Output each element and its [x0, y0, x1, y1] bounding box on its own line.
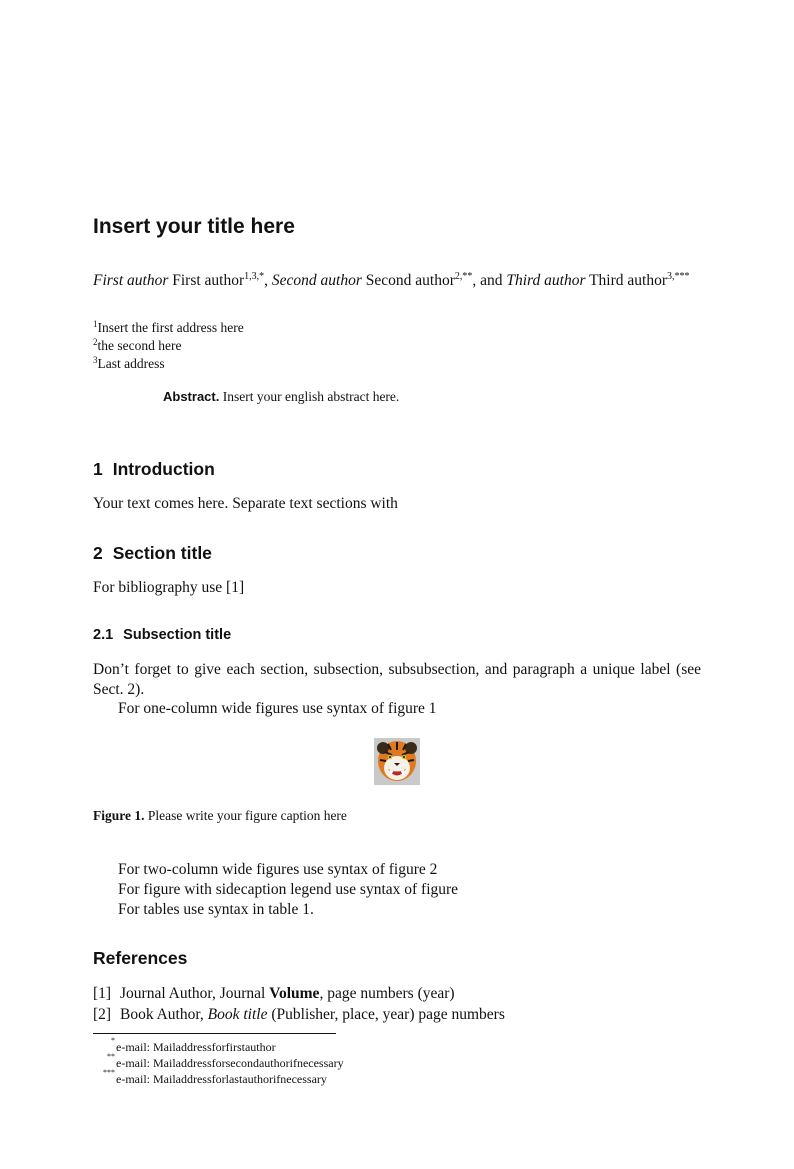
footnote-2: ** e-mail: Mailaddressforsecondauthorifnecessary: [0, 1053, 794, 1069]
reference-item: [93, 984, 455, 1004]
reference-number: [1]: [93, 985, 112, 1002]
paper-title: Insert your title here: [93, 215, 295, 238]
section-2-text: For bibliography use [1]: [93, 579, 245, 596]
address-3: [93, 355, 165, 373]
figure-caption: [93, 806, 347, 826]
tiger-icon: [374, 738, 420, 785]
author-separator: ,: [264, 272, 272, 289]
section-number: 1: [93, 459, 103, 479]
author-1-italic: First author: [93, 272, 169, 289]
author-separator: , and: [472, 272, 507, 289]
introduction-text: Your text comes here. Separate text sections with: [93, 495, 398, 512]
footnote-text: e-mail: Mailaddressforsecondauthorifnecessary: [116, 1056, 344, 1070]
section-heading-introduction: [93, 457, 215, 481]
subsection-text: Don’t forget to give each section, subsection, subsubsection, and paragraph a unique label (see Sect. 2).: [93, 661, 701, 698]
address-3-text: Last address: [97, 356, 165, 371]
section-title: Section title: [112, 543, 212, 563]
abstract-label: Abstract.: [163, 389, 220, 404]
reference-book-title: Book title: [207, 1006, 268, 1023]
footnote-text: e-mail: Mailaddressforfirstauthor: [116, 1040, 276, 1054]
author-list: [93, 271, 701, 291]
reference-item: [93, 1005, 505, 1025]
reference-text: , page numbers (year): [319, 985, 455, 1002]
section-number: 2: [93, 543, 103, 563]
footnote-rule: [93, 1033, 336, 1034]
reference-text: Journal Author, Journal: [120, 985, 270, 1002]
reference-number: [2]: [93, 1006, 112, 1023]
abstract-text: Insert your english abstract here.: [219, 389, 400, 404]
paragraph-line: For tables use syntax in table 1.: [118, 901, 314, 918]
address-1: [93, 319, 244, 337]
references-heading: References: [93, 948, 188, 968]
section-heading-2: [93, 541, 212, 565]
address-2-mark: 2: [93, 337, 98, 347]
reference-text: (Publisher, place, year) page numbers: [267, 1006, 505, 1023]
author-2-affiliation: 2,**: [454, 271, 473, 282]
footnote-text: e-mail: Mailaddressforlastauthorifnecessary: [116, 1072, 327, 1086]
reference-text: Book Author,: [120, 1006, 208, 1023]
subsection-number: 2.1: [93, 627, 114, 643]
section-title: Introduction: [112, 459, 215, 479]
author-1-affiliation: 1,3,*: [244, 271, 265, 282]
address-2: [93, 337, 181, 355]
figure-caption-label: Figure 1.: [93, 808, 145, 823]
author-3-name: Third author: [585, 272, 667, 289]
footnote-3: *** e-mail: Mailaddressforlastauthorifnecessary: [0, 1069, 794, 1085]
subsection-title: Subsection title: [123, 627, 232, 643]
author-1-name: First author: [168, 272, 245, 289]
footnote-1: * e-mail: Mailaddressforfirstauthor: [0, 1037, 794, 1053]
paragraph-line: For two-column wide figures use syntax of figure 2: [118, 861, 438, 878]
author-3-affiliation: 3,***: [667, 271, 690, 282]
author-2-name: Second author: [361, 272, 455, 289]
author-2-italic: Second author: [271, 272, 362, 289]
author-3-italic: Third author: [506, 272, 586, 289]
address-2-text: the second here: [97, 338, 182, 353]
subsection-text-2: For one-column wide figures use syntax of figure 1: [118, 700, 437, 717]
figure-caption-text: Please write your figure caption here: [144, 808, 347, 823]
address-3-mark: 3: [93, 355, 98, 365]
reference-volume: Volume: [269, 985, 320, 1002]
paragraph-line: For figure with sidecaption legend use syntax of figure: [118, 881, 459, 898]
address-1-mark: 1: [93, 319, 98, 329]
address-1-text: Insert the first address here: [97, 320, 244, 335]
abstract: [163, 387, 399, 407]
subsection-heading: [93, 625, 231, 645]
